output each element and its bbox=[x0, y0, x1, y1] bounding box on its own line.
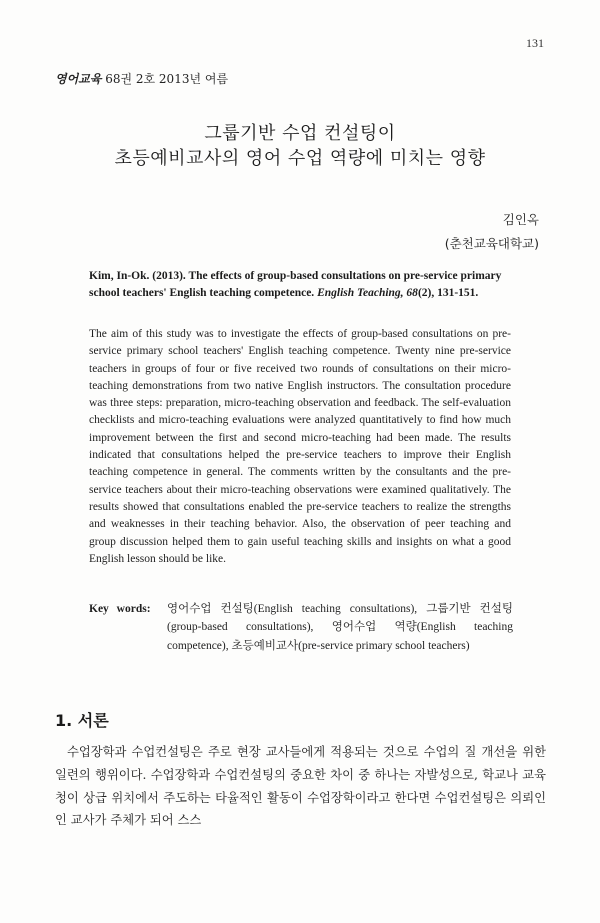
author-block bbox=[445, 208, 539, 256]
journal-issue: 68권 2호 2013년 여름 bbox=[105, 72, 229, 86]
title-line-1: 그룹기반 수업 컨설팅이 bbox=[204, 123, 396, 144]
citation-journal: English Teaching, 68 bbox=[317, 287, 418, 300]
running-head bbox=[55, 70, 228, 87]
section-heading: 1. 서론 bbox=[55, 711, 109, 730]
page-number: 131 bbox=[526, 36, 544, 50]
journal-name: 영어교육 bbox=[55, 72, 102, 86]
author-name: 김인옥 bbox=[502, 212, 539, 227]
author-affiliation: (춘천교육대학교) bbox=[444, 236, 539, 251]
title-line-2: 초등예비교사의 영어 수업 역량에 미치는 영향 bbox=[114, 148, 486, 169]
keywords bbox=[89, 600, 513, 655]
paper-title bbox=[0, 121, 600, 171]
abstract: The aim of this study was to investigate the effects of group-based consultations on pre-service primary school teachers' English teaching competence. Twenty nine pre-service teachers in groups of four or five received two rounds of consultations on their micro-teaching demonstrations from two native English instructors. The consultation procedure was three steps: preparation, micro-teaching observation and feedback. The self-evaluation checklists and micro-teaching evaluations were analyzed quantitatively to find how much improvement between the first and second micro-teaching had been made. The results indicated that consultations helped the pre-service teachers to improve their English teaching competence in general. The comments written by the consultants and the pre-service teachers about their micro-teaching observations were examined qualitatively. The results showed that consultations enabled the pre-service teachers to realize the strengths and weaknesses in their teaching behavior. Also, the observation of peer teaching and group discussion helped them to gain useful teaching skills and insights on what a good English lesson should be like. bbox=[89, 328, 511, 565]
citation-issue-pages: (2), 131-151. bbox=[417, 287, 479, 300]
keywords-list: 영어수업 컨설팅(English teaching consultations), 그룹기반 컨설팅(group-based consultations), 영어수업 역량(English teaching competence), 초등예비교사(pre-service primary school teachers) bbox=[167, 603, 513, 652]
keywords-label: Key words: bbox=[89, 603, 151, 615]
section-body: 수업장학과 수업컨설팅은 주로 현장 교사들에게 적용되는 것으로 수업의 질 개선을 위한 일련의 행위이다. 수업장학과 수업컨설팅의 중요한 차이 중 하나는 자발성으로, 학교나 교육청이 상급 위치에서 주도하는 타율적인 활동이 수업장학이라고 한다면 수업컨설팅은 의뢰인인 교사가 주체가 되어 스스 bbox=[55, 745, 546, 828]
citation bbox=[89, 268, 511, 303]
citation-authors: Kim, In-Ok. (2013). The effects of group-based consultations on pre-service primary school teachers' English teaching competence. bbox=[89, 270, 502, 300]
